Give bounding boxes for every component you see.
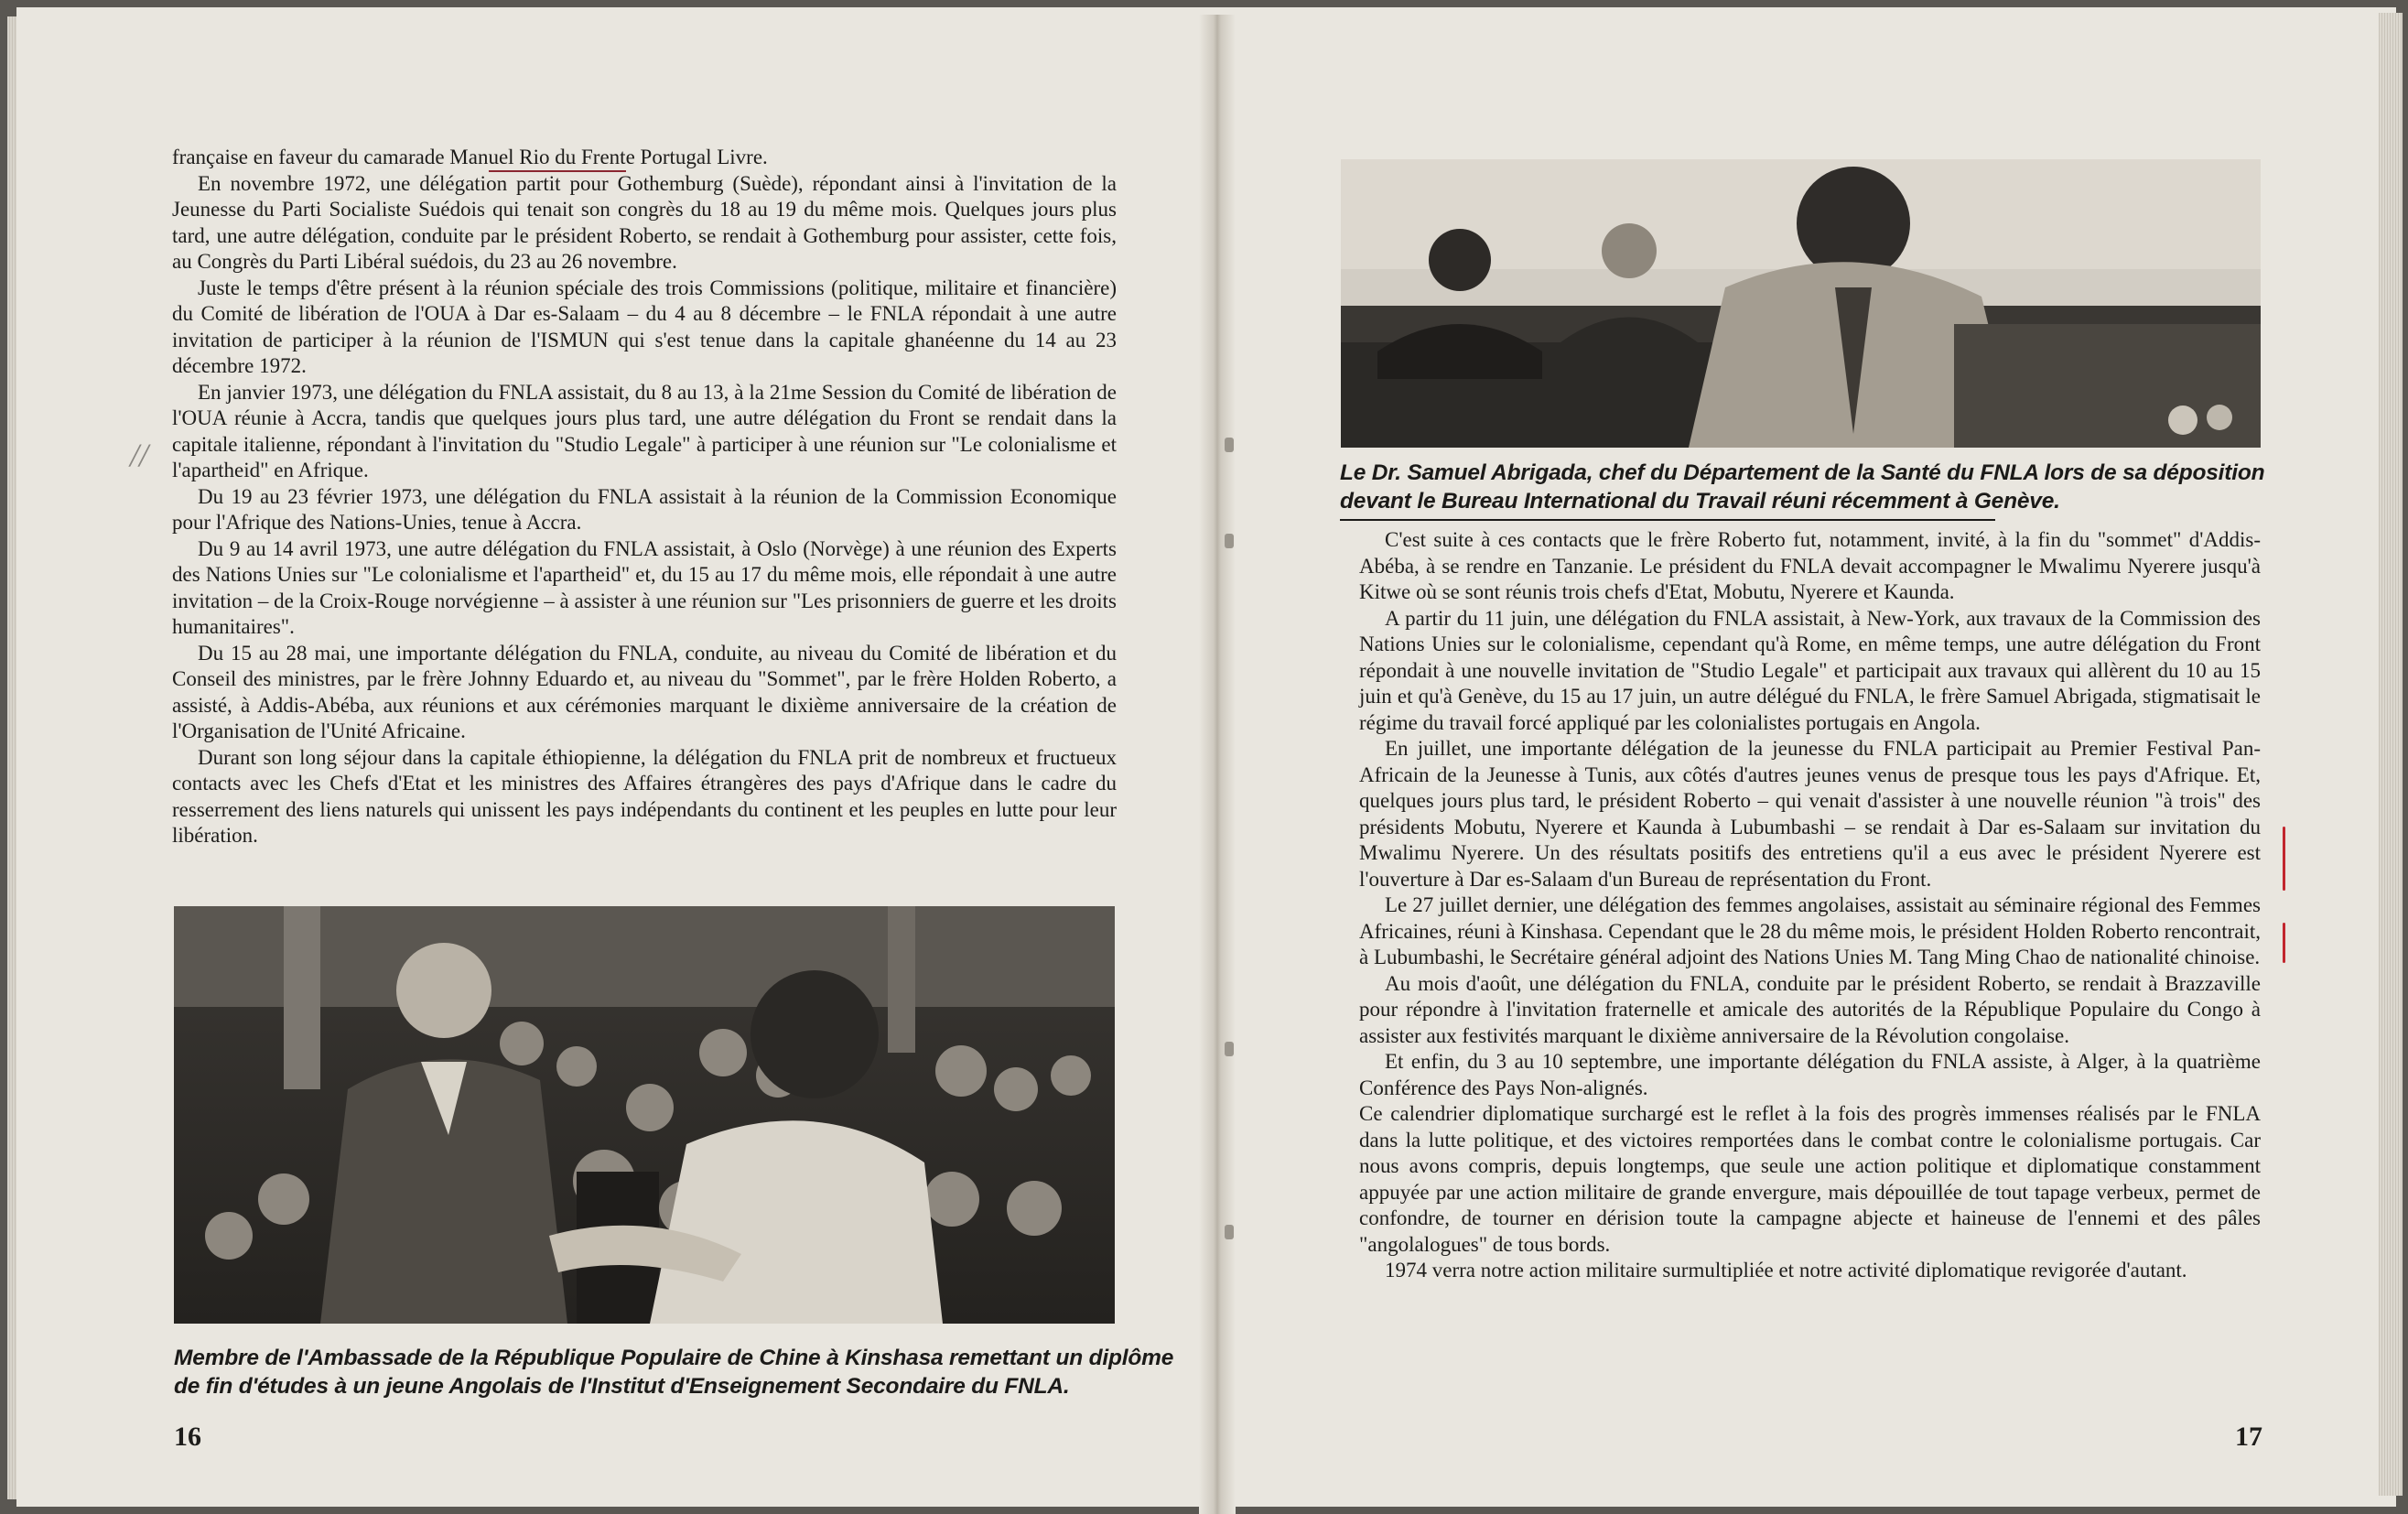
red-annotation-mark bbox=[2283, 923, 2285, 963]
paragraph: Du 15 au 28 mai, une importante délégation du FNLA, conduite, au niveau du Comité de libération et du Conseil des ministres, par le frère Johnny Eduardo et, au niveau du "Sommet", par le frère Holden Roberto, a assisté, à Addis-Abéba, aux réunions et aux cérémonies marquant le dixième anniversaire de la création de l'Organisation de l'Unité Africaine. bbox=[172, 641, 1117, 742]
paragraph: C'est suite à ces contacts que le frère Roberto fut, notamment, invité, à la fin du "sommet" d'Addis- Abéba, à se rendre en Tanzanie. Le président du FNLA devait accompagner le Mwalimu Nyerere jusqu'à Kitwe où se sont réunis trois chefs d'Etat, Mobutu, Nyerere et Kaunda. bbox=[1359, 528, 2261, 603]
caption-underline bbox=[1340, 519, 1995, 521]
photo-deposition-image bbox=[1341, 159, 2261, 448]
paragraph: Durant son long séjour dans la capitale éthiopienne, la délégation du FNLA prit de nombreux et fructueux contacts avec les Chefs d'Etat et les ministres des Affaires étrangères des pays d'Afrique dans le cadre du resserrement des liens naturels qui unissent les pays indépendants du continent et les peuples en lutte pour leur libération. bbox=[172, 745, 1117, 847]
paragraph: française en faveur du camarade Manuel Rio du Frente Portugal Livre. bbox=[172, 146, 768, 168]
paragraph: Et enfin, du 3 au 10 septembre, une importante délégation du FNLA assiste, à Alger, à la quatrième Conférence des Pays Non-alignés. bbox=[1359, 1050, 2261, 1099]
page-number-left: 16 bbox=[174, 1422, 201, 1452]
photo-caption-right bbox=[1340, 459, 2273, 515]
paragraph: A partir du 11 juin, une délégation du FNLA assistait, à New-York, aux travaux de la Commission des Nations Unies sur le colonialisme, cependant qu'à Rome, en même temps, une autre délégation du Front répondait à une nouvelle invitation de "Studio Legale" et participait aux travaux qui allèrent du 10 au 15 juin et qu'à Genève, du 15 au 17 juin, un autre délégué du FNLA, le frère Samuel Abrigada, stigmatisait le régime du travail forcé appliqué par les colonialistes portugais en Angola. bbox=[1359, 606, 2261, 734]
caption-line: Le Dr. Samuel Abrigada, chef du Département de la Santé du FNLA lors de sa déposition bbox=[1340, 460, 2265, 485]
paragraph: En juillet, une importante délégation de la jeunesse du FNLA participait au Premier Festival Pan-Africain de la Jeunesse à Tunis, aux côtés d'autres jeunes venus de presque tous les pays d'Afrique. Et, quelques jours plus tard, le président Roberto – qui venait d'assister à une nouvelle réunion "à trois" des présidents Mobutu, Nyerere et Kaunda à Lubumbashi – se rendait à Dar es-Salaam sur invitation du Mwalimu Nyerere. Un des résultats positifs des entretiens qu'il a eus avec le président Nyerere est l'ouverture à Dar es-Salaam d'un Bureau de représentation du Front. bbox=[1359, 737, 2261, 891]
red-annotation-mark bbox=[2283, 827, 2285, 891]
caption-line: de fin d'études à un jeune Angolais de l'Institut d'Enseignement Secondaire du FNLA. bbox=[174, 1374, 1070, 1399]
paragraph: Ce calendrier diplomatique surchargé est le reflet à la fois des progrès immenses réalisés par le FNLA dans la lutte politique, et des victoires remportées dans le combat contre le colonialisme portugais. Car nous avons compris, depuis longtemps, que seule une action politique et diplomatique constamment appuyée par une action militaire de grande envergure, mais dépouillée de tout tapage verbeux, permet de confondre, de tourner en dérision toute la campagne abjecte et haineuse de l'ennemi et des pâles "angolalogues" de tous bords. bbox=[1359, 1102, 2261, 1256]
binding-staple bbox=[1225, 1225, 1234, 1239]
photo-caption-left bbox=[174, 1344, 1174, 1400]
photo-diploma-image bbox=[174, 906, 1115, 1324]
binding-staple bbox=[1225, 1042, 1234, 1056]
booklet-spread bbox=[16, 7, 2396, 1507]
margin-annotation: // bbox=[130, 437, 149, 473]
caption-line: Membre de l'Ambassade de la République Populaire de Chine à Kinshasa remettant un diplôme bbox=[174, 1346, 1174, 1370]
paragraph: En janvier 1973, une délégation du FNLA assistait, du 8 au 13, à la 21me Session du Comité de libération de l'OUA réunie à Accra, tandis que quelques jours plus tard, une autre délégation du Front se rendait dans la capitale italienne, répondant à l'invitation du "Studio Legale" à participer à une réunion sur "Le colonialisme et l'apartheid" en Afrique. bbox=[172, 380, 1117, 481]
left-text-column bbox=[172, 145, 1117, 849]
caption-line: devant le Bureau International du Travail réuni récemment à Genève. bbox=[1340, 489, 2060, 514]
paragraph: Le 27 juillet dernier, une délégation des femmes angolaises, assistait au séminaire régional des Femmes Africaines, réuni à Kinshasa. Cependant que le 28 du même mois, le président Holden Roberto rencontrait, à Lubumbashi, le Secrétaire général adjoint des Nations Unies M. Tang Ming Chao de nationalité chinoise. bbox=[1359, 893, 2261, 968]
photo-abrigada-deposition bbox=[1341, 159, 2261, 448]
paragraph: En novembre 1972, une délégation partit pour Gothemburg (Suède), répondant ainsi à l'invitation de la Jeunesse du Parti Socialiste Suédois qui tenait son congrès du 18 au 19 du même mois. Quelques jours plus tard, une autre délégation, conduite par le président Roberto, se rendait à Gothemburg pour assister, cette fois, au Congrès du Parti Libéral suédois, du 23 au 26 novembre. bbox=[172, 171, 1117, 273]
binding-staple bbox=[1225, 534, 1234, 548]
pen-underline bbox=[489, 170, 626, 172]
paragraph: 1974 verra notre action militaire surmultipliée et notre activité diplomatique revigorée d'autant. bbox=[1385, 1259, 2187, 1281]
paragraph: Au mois d'août, une délégation du FNLA, conduite par le président Roberto, se rendait à Brazzaville pour répondre à l'invitation fraternelle et amicale des autorités de la République Populaire du Congo à assister aux festivités marquant le dixième anniversaire de la Révolution congolaise. bbox=[1359, 971, 2261, 1047]
photo-diploma-ceremony bbox=[174, 906, 1115, 1324]
paragraph: Du 19 au 23 février 1973, une délégation du FNLA assistait à la réunion de la Commission Economique pour l'Afrique des Nations-Unies, tenue à Accra. bbox=[172, 484, 1117, 534]
left-page bbox=[16, 7, 1199, 1507]
paragraph: Du 9 au 14 avril 1973, une autre délégation du FNLA assistait, à Oslo (Norvège) à une réunion des Experts des Nations Unies sur "Le colonialisme et l'apartheid" et, du 15 au 17 du même mois, elle répondait à une autre invitation – de la Croix-Rouge norvégienne – à assister à une réunion sur "Les prisonniers de guerre et les droits humanitaires". bbox=[172, 536, 1117, 638]
right-text-column bbox=[1359, 527, 2261, 1284]
right-page bbox=[1236, 7, 2396, 1507]
paragraph: Juste le temps d'être présent à la réunion spéciale des trois Commissions (politique, militaire et financière) du Comité de libération de l'OUA à Dar es-Salaam – du 4 au 8 décembre – le FNLA répondait à une autre invitation de participer à la réunion de l'ISMUN qui s'est tenue dans la capitale ghanéenne du 14 au 23 décembre 1972. bbox=[172, 276, 1117, 377]
page-number-right: 17 bbox=[2235, 1422, 2262, 1452]
binding-staple bbox=[1225, 438, 1234, 452]
gutter bbox=[1199, 15, 1236, 1514]
page-edge-right bbox=[2379, 13, 2403, 1496]
